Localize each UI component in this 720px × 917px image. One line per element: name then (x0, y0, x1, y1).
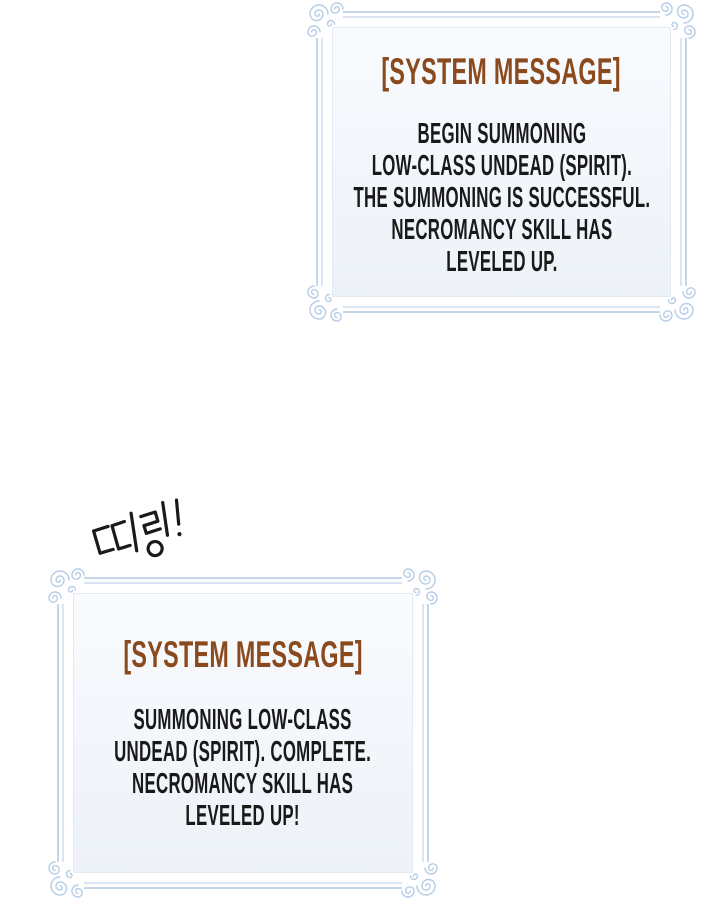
system-message-panel-1 (316, 11, 687, 313)
panel-border-bottom (84, 882, 402, 889)
panel-border-top (343, 11, 660, 18)
sfx-ding-korean-text (85, 496, 194, 574)
panel-border-top (84, 577, 402, 584)
system-message-body (353, 118, 650, 278)
panel-border-right (422, 604, 429, 862)
system-message-body (114, 704, 371, 832)
system-message-title: [SYSTEM MESSAGE] (381, 51, 622, 92)
panel-border-right (680, 38, 687, 286)
panel-border-left (316, 38, 323, 286)
message-line: LEVELED UP. (445, 246, 558, 278)
system-message-content (332, 27, 671, 297)
message-line: LOW-CLASS UNDEAD (SPIRIT). (371, 150, 632, 182)
message-line: SUMMONING LOW-CLASS (133, 704, 353, 736)
message-line: NECROMANCY SKILL HAS (390, 214, 613, 246)
panel-border-bottom (343, 306, 660, 313)
message-line: BEGIN SUMMONING (417, 118, 586, 150)
panel-border-left (57, 604, 64, 862)
message-line: UNDEAD (SPIRIT). COMPLETE. (114, 736, 372, 768)
message-line: THE SUMMONING IS SUCCESSFUL. (353, 182, 650, 214)
system-message-content (73, 593, 413, 873)
system-message-title: [SYSTEM MESSAGE] (123, 634, 363, 675)
message-line: LEVELED UP! (185, 800, 301, 832)
message-line: NECROMANCY SKILL HAS (132, 768, 354, 800)
system-message-panel-2 (57, 577, 429, 889)
